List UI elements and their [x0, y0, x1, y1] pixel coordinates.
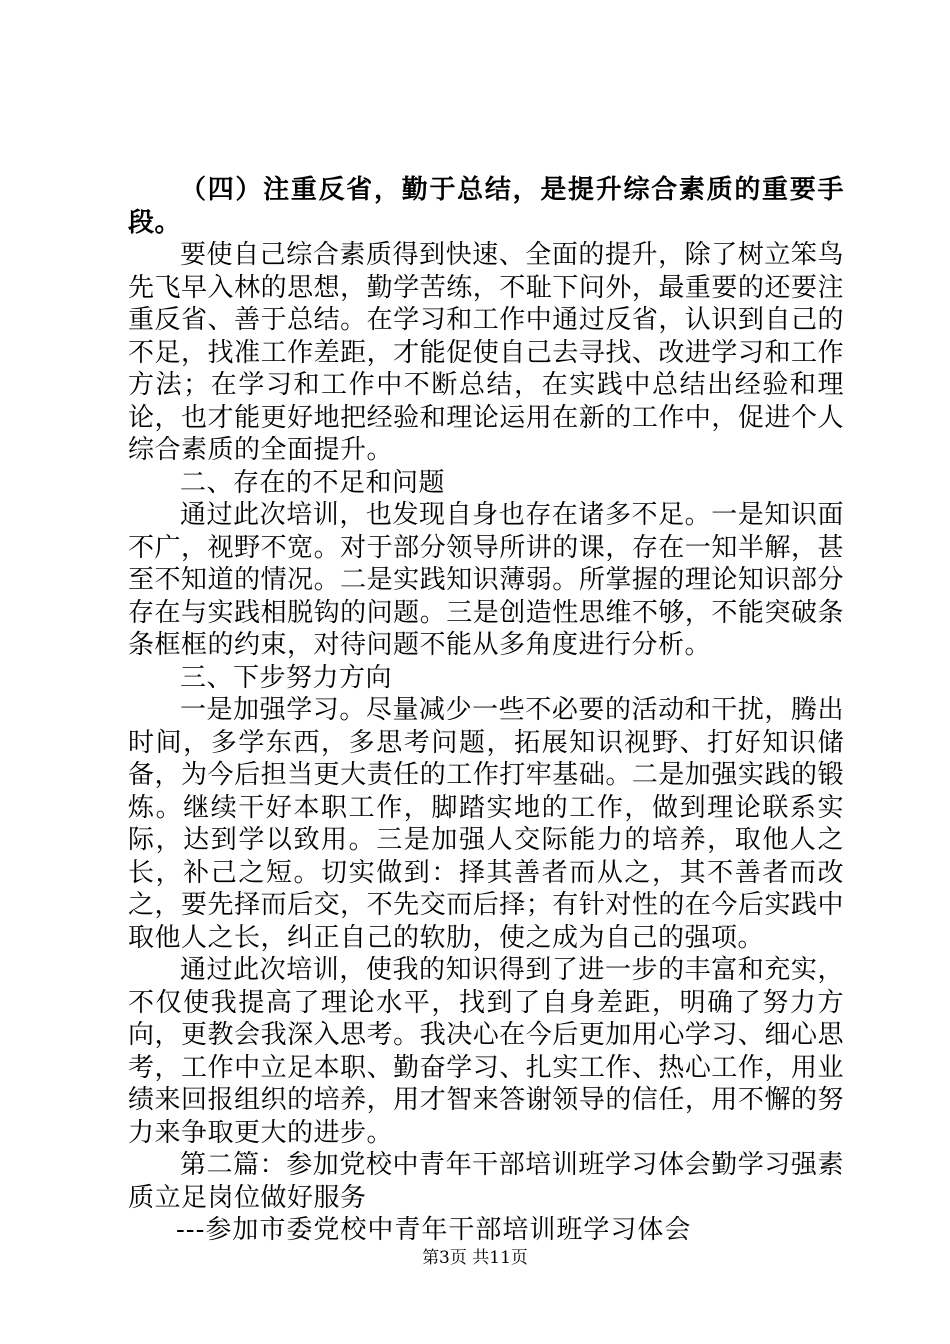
section-heading-next-steps: 三、下步努力方向 [180, 662, 393, 693]
second-article-subtitle: ---参加市委党校中青年干部培训班学习体会 [176, 1215, 692, 1245]
paragraph-conclusion: 通过此次培训，使我的知识得到了进一步的丰富和充实，不仅使我提高了理论水平，找到了自身差距，明确了努力方向，更教会我深入思考。我决心在今后更加用心学习、细心思考，工作中立足本职、勤奋学习、扎实工作、热心工作，用业绩来回报组织的培养，用才智来答谢领导的信任，用不懈的努力来争取更大的进步。 [128, 955, 844, 1148]
paragraph-reflection: 要使自己综合素质得到快速、全面的提升，除了树立笨鸟先飞早入林的思想，勤学苦练，不耻下问外，最重要的还要注重反省、善于总结。在学习和工作中通过反省，认识到自己的不足，找准工作差距，才能促使自己去寻找、改进学习和工作方法；在学习和工作中不断总结，在实践中总结出经验和理论，也才能更好地把经验和理论运用在新的工作中，促进个人综合素质的全面提升。 [128, 240, 844, 465]
second-article-title: 第二篇：参加党校中青年干部培训班学习体会勤学习强素质立足岗位做好服务 [128, 1150, 844, 1213]
section-heading-reflection: （四）注重反省，勤于总结，是提升综合素质的重要手段。 [128, 175, 844, 238]
paragraph-next-steps: 一是加强学习。尽量减少一些不必要的活动和干扰，腾出时间，多学东西，多思考问题，拓展知识视野、打好知识储备，为今后担当更大责任的工作打牢基础。二是加强实践的锻炼。继续干好本职工作，脚踏实地的工作，做到理论联系实际，达到学以致用。三是加强人交际能力的培养，取他人之长，补己之短。切实做到：择其善者而从之，其不善者而改之，要先择而后交，不先交而后择；有针对性的在今后实践中取他人之长，纠正自己的软肋，使之成为自己的强项。 [128, 695, 844, 953]
page-number-footer: 第3页 共11页 [422, 1248, 528, 1268]
section-heading-shortcomings: 二、存在的不足和问题 [180, 467, 446, 498]
document-body [128, 174, 844, 1247]
paragraph-shortcomings: 通过此次培训，也发现自身也存在诸多不足。一是知识面不广，视野不宽。对于部分领导所讲的课，存在一知半解，甚至不知道的情况。二是实践知识薄弱。所掌握的理论知识部分存在与实践相脱钩的问题。三是创造性思维不够，不能突破条条框框的约束，对待问题不能从多角度进行分析。 [128, 500, 844, 660]
